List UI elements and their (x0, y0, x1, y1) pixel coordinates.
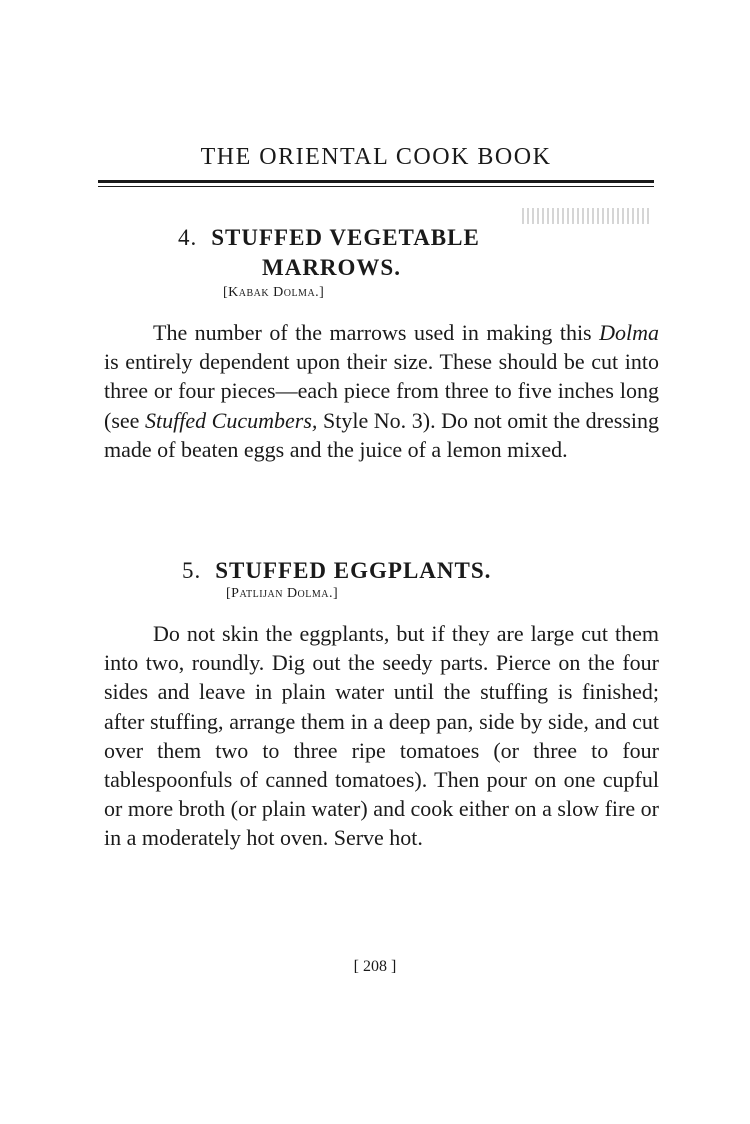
recipe-4-title-line2: MARROWS. (262, 255, 401, 280)
page-number: [ 208 ] (353, 958, 397, 975)
recipe-4-text-3: Style No. 3). Do not omit the dressing made of beaten eggs and the juice of a lemon mixed. (104, 407, 659, 462)
header-rule-thick (98, 180, 654, 183)
recipe-4-italic-cucumbers: Stuffed Cucumbers, (145, 407, 318, 433)
recipe-5-title: STUFFED EGGPLANTS. (215, 558, 492, 583)
recipe-4-paragraph (104, 318, 659, 464)
recipe-5-subtitle: [Patlijan Dolma.] (226, 586, 339, 601)
recipe-5-heading (182, 558, 491, 584)
recipe-4-subtitle: [Kabak Dolma.] (223, 285, 325, 300)
recipe-4-text-2: is entirely dependent upon their size. These should be cut into three or four pieces—each piece from three to five inches long (see (104, 349, 659, 433)
recipe-5-number: 5. (182, 558, 202, 583)
recipe-4-title-line1: STUFFED VEGETABLE (211, 225, 480, 250)
recipe-4-text-1: The number of the marrows used in making this (153, 320, 600, 345)
recipe-4-italic-dolma: Dolma (599, 320, 659, 345)
print-smudge (522, 208, 652, 224)
recipe-4-number: 4. (178, 225, 198, 250)
running-title: THE ORIENTAL COOK BOOK (200, 144, 552, 170)
recipe-4-heading (178, 225, 480, 251)
recipe-5-paragraph: Do not skin the eggplants, but if they are large cut them into two, roundly. Dig out the seedy parts. Pierce on the four sides and leave in plain water until the stuffing is finished; after stuffing, arrange them in a deep pan, side by side, and cut over them two to three ripe tomatoes (or three to four tablespoonfuls of canned tomatoes). Then pour on one cupful or more broth (or plain water) and cook either on a slow fire or in a moderately hot oven. Serve hot. (104, 621, 659, 851)
header-rule-thin (98, 186, 654, 187)
